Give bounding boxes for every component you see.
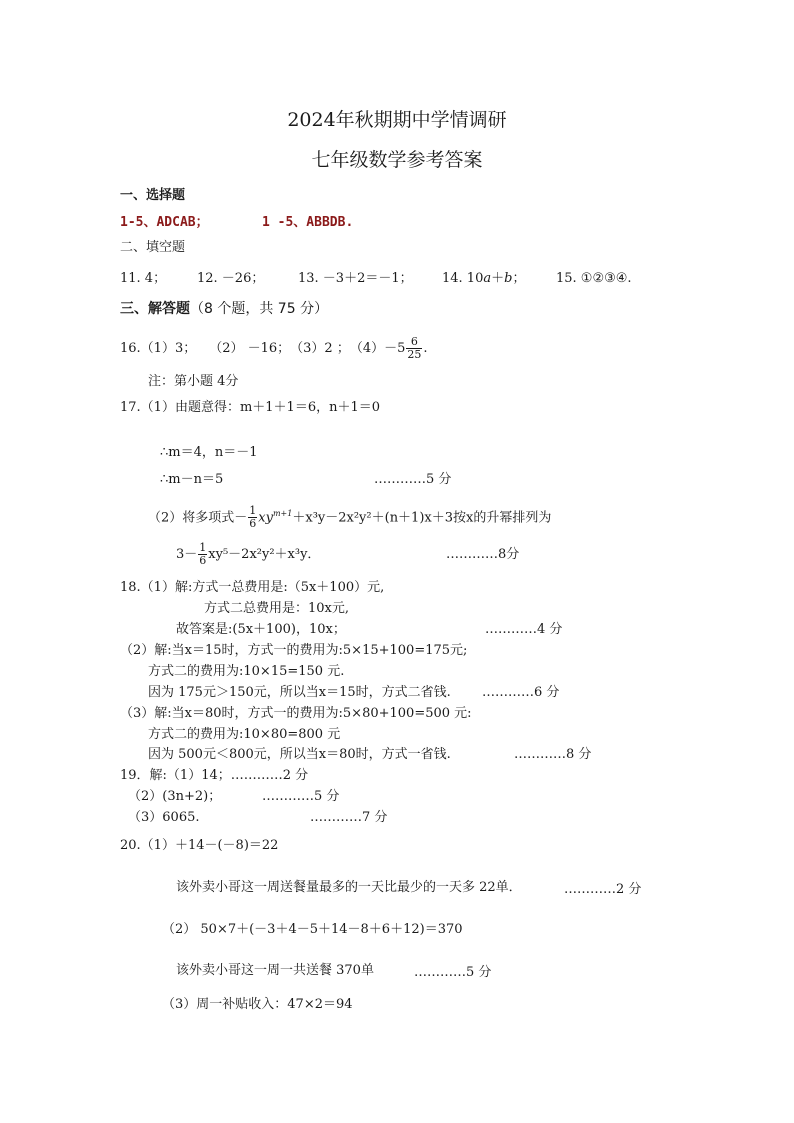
q20-line-3: （2） 50×7＋(－3＋4－5＋14－8＋6＋12)＝370 xyxy=(162,922,463,937)
q18-line-6: 因为 175元＞150元，所以当x＝15时，方式二省钱. xyxy=(148,685,451,700)
q17-fraction-2 xyxy=(198,542,207,567)
fill-answer-14-a: a xyxy=(483,271,492,286)
fill-answer-14-plus: ＋ xyxy=(491,271,505,286)
q16-fraction xyxy=(406,336,422,361)
q16-frac-den: 25 xyxy=(407,348,422,361)
q16-line: 16.（1）3； （2） －16； （3）2 ； （4）－5 xyxy=(120,341,406,356)
q20-score-2: …………2 分 xyxy=(564,882,642,897)
choice-answers-b: 1 -5、ABBDB. xyxy=(262,215,354,230)
q17-line-3: ∴m－n＝5 xyxy=(160,472,224,487)
page-title: 2024年秋期期中学情调研 xyxy=(287,109,507,131)
q18-line-2: 方式二总费用是：10x元, xyxy=(204,601,350,616)
choice-answers-a: 1-5、ADCAB； xyxy=(120,215,209,230)
section3-heading xyxy=(120,301,328,317)
section3-heading-label: 三、解答题 xyxy=(120,301,190,317)
fill-answer-15: 15. ①②③④. xyxy=(556,271,632,286)
q17-line-1: 17.（1）由题意得：m＋1＋1＝6，n＋1＝0 xyxy=(120,400,381,415)
q17-line-4-pre: （2）将多项式－ xyxy=(148,510,248,526)
q20-line-5: （3）周一补贴收入：47×2＝94 xyxy=(162,997,353,1012)
q18-line-1: 18.（1）解:方式一总费用是:（5x＋100）元, xyxy=(120,580,385,595)
section3-heading-note: （8 个题，共 75 分） xyxy=(190,301,329,317)
q17-score-8: …………8分 xyxy=(446,547,520,562)
q19-score-5: …………5 分 xyxy=(262,789,340,804)
section2-heading: 二、填空题 xyxy=(120,240,186,255)
q19-score-7: …………7 分 xyxy=(310,810,388,825)
section1-heading: 一、选择题 xyxy=(120,188,186,203)
q18-score-6: …………6 分 xyxy=(482,685,560,700)
q17-score-5: …………5 分 xyxy=(374,472,452,487)
fill-answer-12: 12. －26； xyxy=(197,271,265,286)
q17-line-4 xyxy=(148,496,551,532)
q17-frac-num-1: 1 xyxy=(249,504,257,518)
q17-fraction-1 xyxy=(248,505,257,530)
q18-line-3: 故答案是:(5x＋100)，10x； xyxy=(176,622,346,637)
page-subtitle: 七年级数学参考答案 xyxy=(311,149,483,171)
q17-frac-num-2: 1 xyxy=(199,541,207,554)
q18-score-8: …………8 分 xyxy=(514,747,592,762)
q18-line-9: 因为 500元＜800元，所以当x＝80时，方式一省钱. xyxy=(148,747,451,762)
q19-line-1: 19．解:（1）14；…………2 分 xyxy=(120,768,309,783)
fill-answer-14-pre: 14. 10 xyxy=(442,271,484,286)
q20-line-2: 该外卖小哥这一周送餐量最多的一天比最少的一天多 22单． xyxy=(176,880,522,895)
q19-line-2: （2）(3n+2)； xyxy=(128,789,222,804)
fill-answer-14 xyxy=(442,271,525,287)
q17-frac-den-2: 6 xyxy=(199,554,207,567)
q17-line-5 xyxy=(176,537,320,573)
q18-score-4: …………4 分 xyxy=(485,622,563,637)
q16-frac-num: 6 xyxy=(406,336,422,349)
fill-answer-14-b: b xyxy=(504,271,513,286)
q17-line-4-rest: ＋x³y－2x²y²＋(n＋1)x＋3按x的升幂排列为 xyxy=(292,510,552,526)
q16-answer xyxy=(120,332,428,366)
q20-line-1: 20.（1）＋14－(－8)＝22 xyxy=(120,838,279,853)
q20-score-5: …………5 分 xyxy=(414,965,492,980)
fill-answer-14-post: ； xyxy=(512,271,526,286)
q17-line-5-pre: 3－ xyxy=(176,547,198,562)
q18-line-8: 方式二的费用为:10×80=800 元 xyxy=(148,727,341,742)
q16-note: 注：第小题 4分 xyxy=(148,374,239,389)
q17-line-4-exp: m+1 xyxy=(272,509,293,518)
q18-line-5: 方式二的费用为:10×15=150 元. xyxy=(148,664,345,679)
fill-answer-11: 11. 4； xyxy=(120,271,167,286)
q17-line-2: ∴m＝4，n＝－1 xyxy=(160,445,258,460)
q19-line-3: （3）6065. xyxy=(128,810,200,825)
q17-frac-den-1: 6 xyxy=(249,517,257,531)
q17-line-5-post: xy⁵－2x²y²＋x³y． xyxy=(208,547,321,562)
q17-line-4-post: xy xyxy=(258,510,273,526)
fill-answer-13: 13. －3＋2＝－1； xyxy=(298,271,413,286)
q20-line-4: 该外卖小哥这一周一共送餐 370单 xyxy=(176,963,374,978)
q16-end: . xyxy=(423,341,428,356)
q18-line-4: （2）解:当x＝15时，方式一的费用为:5×15+100=175元; xyxy=(120,643,468,658)
q18-line-7: （3）解:当x＝80时，方式一的费用为:5×80+100=500 元: xyxy=(120,706,472,721)
